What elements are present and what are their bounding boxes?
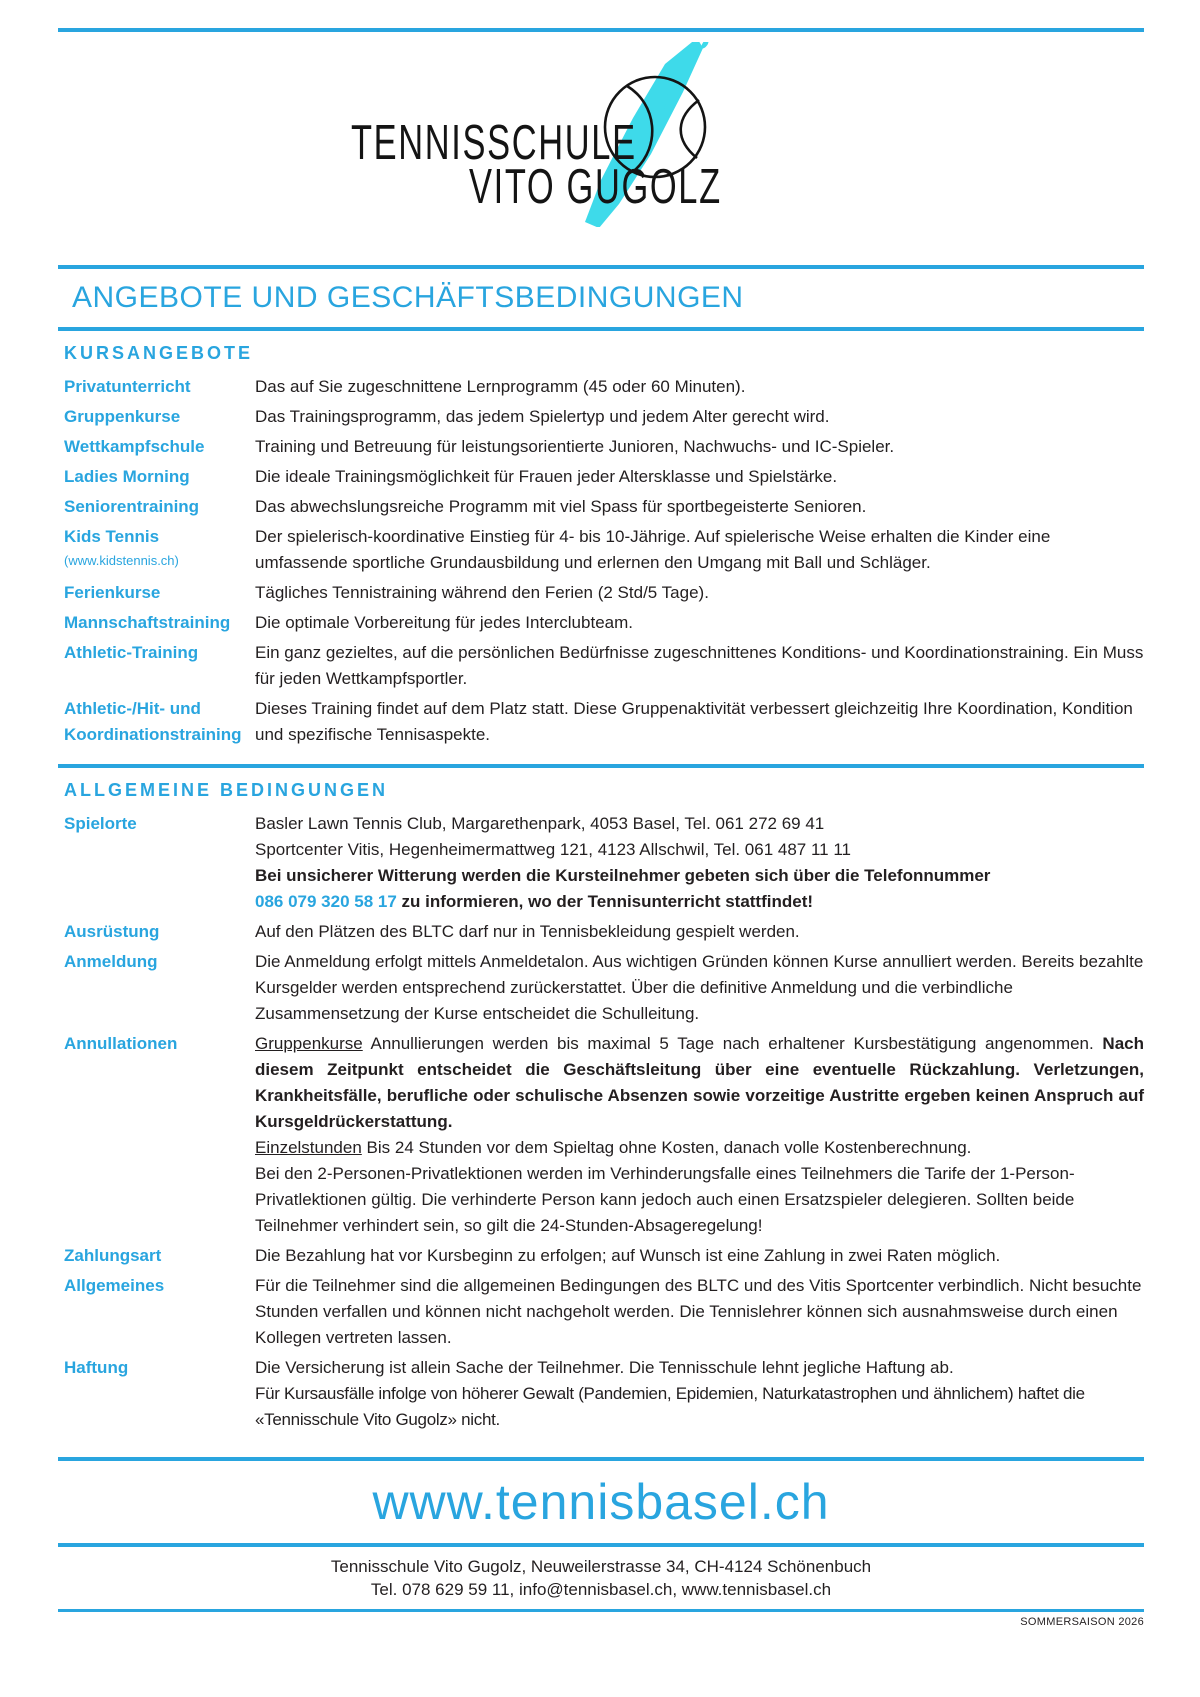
course-description: Das Trainingsprogramm, das jedem Spielertyp und jedem Alter gerecht wird. — [255, 407, 830, 426]
conditions-list — [58, 811, 1144, 1433]
section-heading-bedingungen: ALLGEMEINE BEDINGUNGEN — [64, 780, 389, 800]
brand-name-line1: TENNISSCHULE — [351, 114, 637, 170]
course-description: Dieses Training findet auf dem Platz statt. Diese Gruppenaktivität verbessert gleichzeitig Ihre Koordination, Kondition und spezifische Tennisaspekte. — [255, 699, 1133, 744]
course-description: Training und Betreuung für leistungsorientierte Junioren, Nachwuchs- und IC-Spieler. — [255, 437, 895, 456]
course-list — [58, 374, 1144, 748]
annullationen-einzelstunden — [255, 1135, 1144, 1161]
spielorte-phone-rest: zu informieren, wo der Tennisunterricht stattfindet! — [396, 892, 814, 911]
course-label: Wettkampfschule — [64, 437, 205, 456]
course-label: Seniorentraining — [64, 497, 200, 516]
page-title: ANGEBOTE UND GESCHÄFTSBEDINGUNGEN — [72, 281, 744, 314]
section-heading-kursangebote: KURSANGEBOTE — [64, 343, 254, 363]
annullationen-gruppenkurse — [255, 1031, 1144, 1135]
haftung-line2: Für Kursausfälle infolge von höherer Gewalt (Pandemien, Epidemien, Naturkatastrophen und ähnlichem) haftet die «Tennisschule Vito Gugolz» nicht. — [255, 1384, 1085, 1429]
course-row — [64, 374, 1144, 400]
spielorte-line1: Basler Lawn Tennis Club, Margarethenpark, 4053 Basel, Tel. 061 272 69 41 — [255, 814, 825, 833]
course-label: Kids Tennis — [64, 527, 160, 546]
condition-label: Zahlungsart — [64, 1246, 162, 1265]
course-label: Gruppenkurse — [64, 407, 181, 426]
brand-name-line2: VITO GUGOLZ — [469, 158, 722, 214]
course-label: Mannschaftstraining — [64, 613, 231, 632]
course-row — [64, 696, 1144, 748]
season-label: SOMMERSAISON 2026 — [1020, 1616, 1144, 1628]
course-label: Privatunterricht — [64, 377, 191, 396]
course-label-group — [64, 524, 255, 576]
spielorte-line2: Sportcenter Vitis, Hegenheimermattweg 121, 4123 Allschwil, Tel. 061 487 11 11 — [255, 840, 851, 859]
course-row — [64, 640, 1144, 692]
condition-content: Für die Teilnehmer sind die allgemeinen Bedingungen des BLTC und des Vitis Sportcenter verbindlich. Nicht besuchte Stunden verfallen und können nicht nachgeholt werden. Die Tennislehrer können sich ausnahmsweise durch einen Kollegen vertreten lassen. — [255, 1276, 1142, 1347]
spielorte-weather-notice: Bei unsicherer Witterung werden die Kursteilnehmer gebeten sich über die Telefonnummer — [255, 866, 991, 885]
course-description: Tägliches Tennistraining während den Ferien (2 Std/5 Tage). — [255, 583, 709, 602]
gruppenkurse-text: Annullierungen werden bis maximal 5 Tage nach erhaltener Kursbestätigung angenommen. — [362, 1034, 1103, 1053]
condition-row-annullationen — [64, 1031, 1144, 1239]
annullationen-privatlektionen: Bei den 2-Personen-Privatlektionen werden im Verhinderungsfalle eines Teilnehmers die Tarife der 1-Person-Privatlektionen gültig. Die verhinderte Person kann jedoch auch einen Ersatzspieler delegieren. Sollten beide Teilnehmer verhindert sein, so gilt die 24-Stunden-Absageregelung! — [255, 1164, 1075, 1235]
condition-row-zahlungsart — [64, 1243, 1144, 1269]
haftung-line1: Die Versicherung ist allein Sache der Teilnehmer. Die Tennisschule lehnt jegliche Haftung ab. — [255, 1358, 954, 1377]
course-description: Die optimale Vorbereitung für jedes Interclubteam. — [255, 613, 633, 632]
top-divider — [58, 28, 1144, 32]
course-label: Ladies Morning — [64, 467, 190, 486]
condition-row-allgemeines — [64, 1273, 1144, 1351]
footer-divider-bottom — [58, 1609, 1144, 1612]
condition-label: Anmeldung — [64, 952, 158, 971]
course-row — [64, 610, 1144, 636]
condition-row-anmeldung — [64, 949, 1144, 1027]
condition-row-ausruestung — [64, 919, 1144, 945]
condition-label: Ausrüstung — [64, 922, 160, 941]
einzelstunden-term: Einzelstunden — [255, 1138, 362, 1157]
einzelstunden-text: Bis 24 Stunden vor dem Spieltag ohne Kosten, danach volle Kostenberechnung. — [361, 1138, 972, 1157]
title-divider-top — [58, 265, 1144, 269]
website-link[interactable]: www.tennisbasel.ch — [372, 1474, 830, 1530]
course-row-kids-tennis — [64, 524, 1144, 576]
course-description: Ein ganz gezieltes, auf die persönlichen Bedürfnisse zugeschnittenes Konditions- und Koordinationstraining. Ein Muss für jeden Wettkampfsportler. — [255, 643, 1144, 688]
course-description: Das abwechslungsreiche Programm mit viel Spass für sportbegeisterte Senioren. — [255, 497, 867, 516]
footer-divider-middle — [58, 1543, 1144, 1547]
course-description: Die ideale Trainingsmöglichkeit für Frauen jeder Altersklasse und Spielstärke. — [255, 467, 838, 486]
course-row — [64, 404, 1144, 430]
gruppenkurse-bold-text: Nach diesem Zeitpunkt entscheidet die Geschäftsleitung über eine eventuelle Rückzahlung. Verletzungen, Krankheitsfälle, berufliche oder schulische Absenzen sowie vorzeitige Austritte ergeben keinen Anspruch auf Kursgeldrückerstattung. — [255, 1034, 1144, 1131]
condition-content — [255, 811, 1144, 915]
brand-logo — [349, 42, 769, 227]
condition-label: Annullationen — [64, 1034, 178, 1053]
course-description: Der spielerisch-koordinative Einstieg für 4- bis 10-Jährige. Auf spielerische Weise erhalten die Kinder eine umfassende sportliche Grundausbildung und erlernen den Umgang mit Ball und Schläger. — [255, 527, 1051, 572]
course-row — [64, 494, 1144, 520]
conditions-divider — [58, 764, 1144, 768]
course-label: Athletic-/Hit- und Koordinationstraining — [64, 699, 242, 744]
spielorte-phone-line — [255, 889, 1144, 915]
info-phone-number: 086 079 320 58 17 — [255, 892, 397, 911]
condition-content: Die Anmeldung erfolgt mittels Anmeldetalon. Aus wichtigen Gründen können Kurse annulliert werden. Bereits bezahlte Kursgelder werden entsprechend zurückerstattet. Über die definitive Anmeldung und die verbindliche Zusammensetzung der Kurse entscheidet die Schulleitung. — [255, 952, 1144, 1023]
condition-label: Allgemeines — [64, 1276, 165, 1295]
condition-content: Auf den Plätzen des BLTC darf nur in Tennisbekleidung gespielt werden. — [255, 922, 800, 941]
footer-divider-top — [58, 1457, 1144, 1461]
course-row — [64, 580, 1144, 606]
condition-row-spielorte — [64, 811, 1144, 915]
kidstennis-link[interactable]: (www.kidstennis.ch) — [64, 553, 179, 568]
footer-address-block — [58, 1555, 1144, 1601]
course-description: Das auf Sie zugeschnittene Lernprogramm (45 oder 60 Minuten). — [255, 377, 746, 396]
course-row — [64, 464, 1144, 490]
course-label: Athletic-Training — [64, 643, 199, 662]
condition-label: Spielorte — [64, 814, 137, 833]
course-row — [64, 434, 1144, 460]
condition-row-haftung — [64, 1355, 1144, 1433]
condition-content: Die Bezahlung hat vor Kursbeginn zu erfolgen; auf Wunsch ist eine Zahlung in zwei Raten möglich. — [255, 1246, 1001, 1265]
condition-content — [255, 1031, 1144, 1239]
footer-address-line: Tennisschule Vito Gugolz, Neuweilerstrasse 34, CH-4124 Schönenbuch — [330, 1557, 872, 1576]
condition-content — [255, 1355, 1144, 1433]
footer-contact-line: Tel. 078 629 59 11, info@tennisbasel.ch, www.tennisbasel.ch — [370, 1580, 832, 1599]
gruppenkurse-term: Gruppenkurse — [255, 1034, 363, 1053]
title-divider-bottom — [58, 327, 1144, 331]
course-label: Ferienkurse — [64, 583, 161, 602]
condition-label: Haftung — [64, 1358, 129, 1377]
